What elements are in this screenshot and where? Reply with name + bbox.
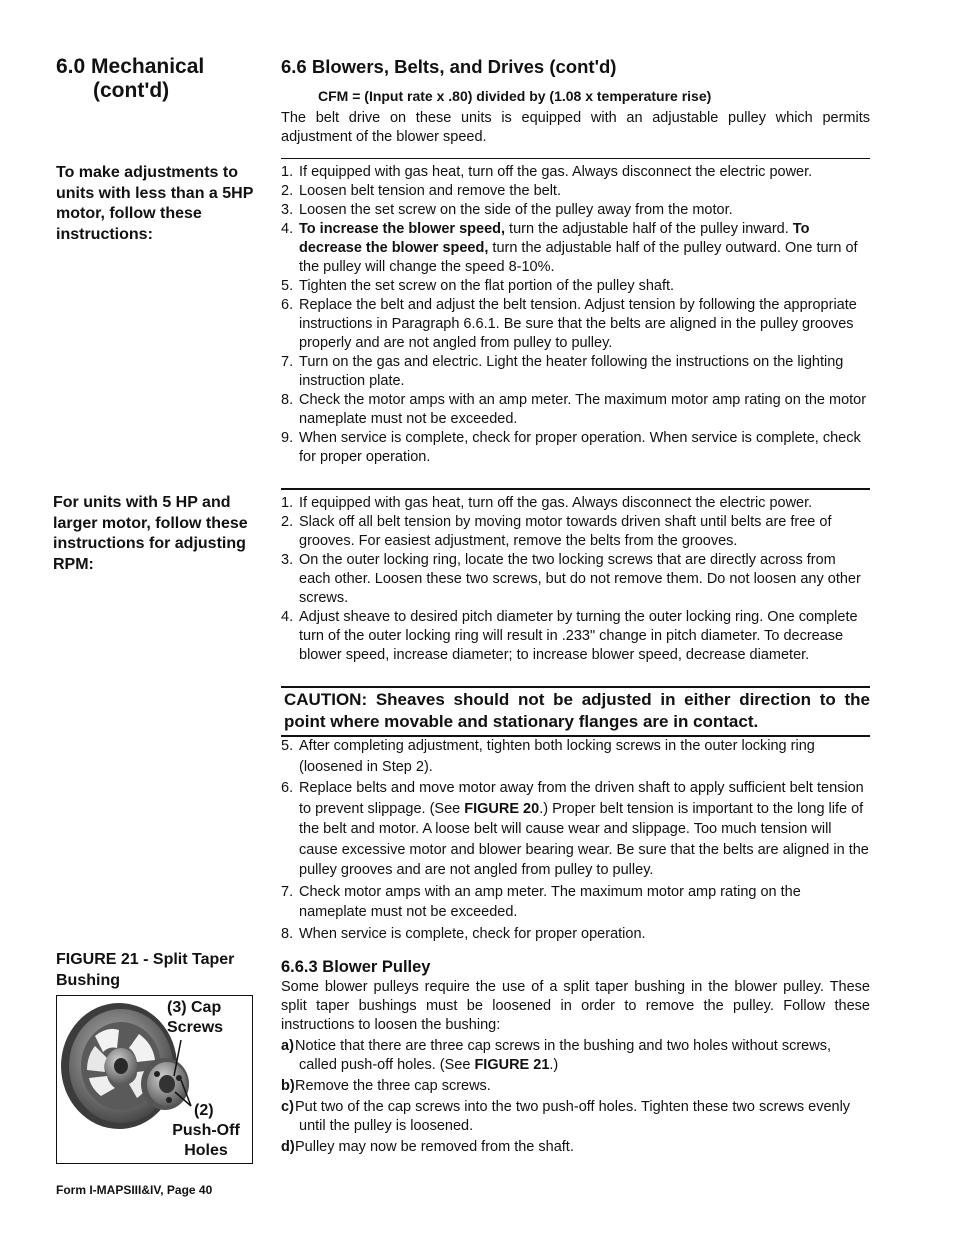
under-5hp-heading: To make adjustments to units with less than a 5HP motor, follow these instructions: bbox=[56, 164, 254, 243]
label-cap-screws: (3) Cap Screws bbox=[167, 999, 224, 1036]
list-item: 4. To increase the blower speed, turn the adjustable half of the pulley inward. To decrease the blower speed, turn the adjustable half of the pulley outward. One turn of the pulley will change the speed 8-10%. bbox=[281, 221, 858, 275]
section-title-line2: (cont'd) bbox=[93, 79, 170, 102]
step-item: a) Notice that there are three cap screws in the bushing and two holes without screws, called push-off holes. (See FIGURE 21.) bbox=[281, 1038, 831, 1073]
over-5hp-steps-a bbox=[281, 494, 870, 665]
cfm-formula: CFM = (Input rate x .80) divided by (1.08 x temperature rise) bbox=[318, 88, 712, 104]
figure-caption: FIGURE 21 - Split Taper Bushing bbox=[56, 951, 235, 989]
list-item: 5. Tighten the set screw on the flat portion of the pulley shaft. bbox=[281, 278, 675, 294]
over-5hp-heading: For units with 5 HP and larger motor, follow these instructions for adjusting RPM: bbox=[53, 494, 248, 573]
list-item: 7. Turn on the gas and electric. Light the heater following the instructions on the lighting instruction plate. bbox=[281, 354, 844, 389]
section-title-line1: 6.0 Mechanical bbox=[56, 55, 205, 78]
over-5hp-steps-b bbox=[281, 736, 870, 945]
list-item: 8. When service is complete, check for proper operation. bbox=[281, 925, 646, 942]
step-item: d) Pulley may now be removed from the shaft. bbox=[281, 1139, 574, 1155]
divider bbox=[281, 488, 870, 490]
section-title bbox=[56, 55, 204, 103]
page-footer: Form I-MAPSIII&IV, Page 40 bbox=[56, 1183, 213, 1197]
list-item: 9. When service is complete, check for proper operation. When service is complete, check for proper operation. bbox=[281, 430, 861, 465]
blower-pulley-steps bbox=[281, 1037, 870, 1159]
label-push-off-holes: (2) Push-Off Holes bbox=[172, 1102, 240, 1159]
list-item: 8. Check the motor amps with an amp meter. The maximum motor amp rating on the motor nameplate must not be exceeded. bbox=[281, 392, 867, 427]
blower-pulley-title: 6.6.3 Blower Pulley bbox=[281, 958, 431, 976]
list-item: 3. Loosen the set screw on the side of the pulley away from the motor. bbox=[281, 202, 733, 218]
step-item: c) Put two of the cap screws into the two push-off holes. Tighten these two screws evenly until the pulley is loosened. bbox=[281, 1099, 851, 1134]
list-item: 4. Adjust sheave to desired pitch diameter by turning the outer locking ring. One complete turn of the outer locking ring will result in .233" change in pitch diameter. To decrease blower speed, increase diameter; to increase blower speed, decrease diameter. bbox=[281, 609, 858, 663]
intro-paragraph: The belt drive on these units is equipped with an adjustable pulley which permits adjustment of the blower speed. bbox=[281, 110, 870, 145]
list-item: 5. After completing adjustment, tighten both locking screws in the outer locking ring (loosened in Step 2). bbox=[281, 738, 815, 775]
under-5hp-steps bbox=[281, 163, 870, 467]
list-item: 2. Loosen belt tension and remove the belt. bbox=[281, 183, 561, 199]
list-item: 1. If equipped with gas heat, turn off the gas. Always disconnect the electric power. bbox=[281, 495, 813, 511]
list-item: 6. Replace the belt and adjust the belt tension. Adjust tension by following the appropriate instructions in Paragraph 6.6.1. Be sure that the belts are aligned in the pulley grooves properly and are not angled from pulley to pulley. bbox=[281, 297, 857, 351]
list-item: 3. On the outer locking ring, locate the two locking screws that are directly across from each other. Loosen these two screws, but do not remove them. Do not loosen any other screws. bbox=[281, 552, 861, 606]
subsection-title: 6.6 Blowers, Belts, and Drives (cont'd) bbox=[281, 56, 617, 77]
blower-pulley-intro: Some blower pulleys require the use of a split taper bushing in the blower pulley. These split taper bushings must be loosened in order to remove the pulley. Follow these instructions to loosen the bushing: bbox=[281, 979, 870, 1033]
list-item: 2. Slack off all belt tension by moving motor towards driven shaft until belts are free of grooves. For easiest adjustment, remove the belts from the grooves. bbox=[281, 514, 832, 549]
figure-21-split-taper-bushing bbox=[56, 995, 253, 1164]
list-item: 1. If equipped with gas heat, turn off the gas. Always disconnect the electric power. bbox=[281, 164, 813, 180]
list-item: 7. Check motor amps with an amp meter. The maximum motor amp rating on the nameplate must not be exceeded. bbox=[281, 883, 801, 920]
divider bbox=[281, 158, 870, 159]
caution-box: CAUTION: Sheaves should not be adjusted in either direction to the point where movable and stationary flanges are in contact. bbox=[281, 686, 870, 737]
list-item: 6. Replace belts and move motor away from the driven shaft to apply sufficient belt tension to prevent slippage. (See FIGURE 20.) Proper belt tension is important to the long life of the belt and motor. A loose belt will cause wear and slippage. Too much tension will cause excessive motor and blower bearing wear. Be sure that the belts are aligned in the pulley grooves and are not angled from pulley to pulley. bbox=[281, 780, 869, 878]
step-item: b) Remove the three cap screws. bbox=[281, 1078, 491, 1094]
